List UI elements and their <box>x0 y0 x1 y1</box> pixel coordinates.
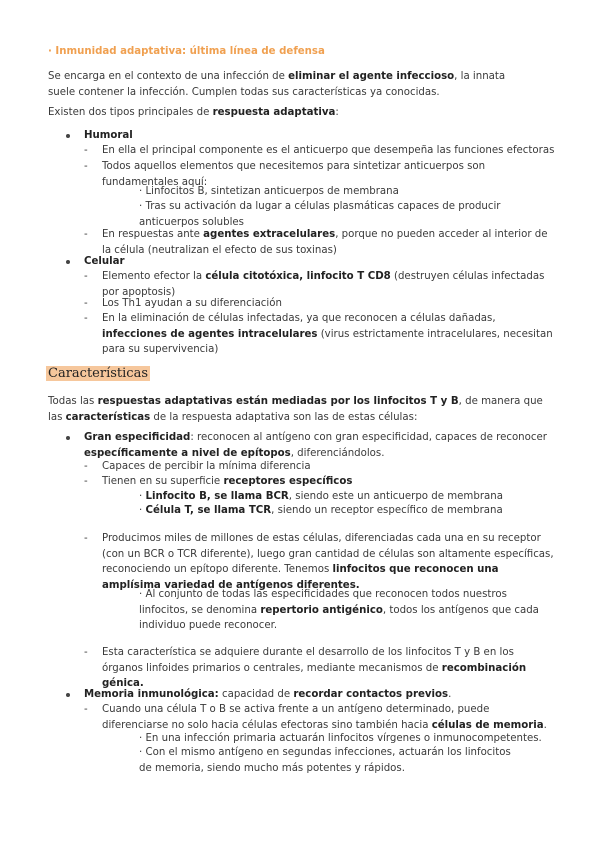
text-run: : reconocen al antígeno con gran especificidad, capaces de reconocer <box>190 432 547 443</box>
bold-text: receptores específicos <box>223 476 353 487</box>
text-run: , la innata suele contener la infección. Cumplen todas sus características ya conocidas. <box>48 71 506 98</box>
text-run: Se encarga en el contexto de una infección de <box>48 71 289 82</box>
dash: - <box>84 533 88 544</box>
especificidad-item-3 <box>102 531 557 593</box>
bold-text: respuesta adaptativa <box>212 107 336 118</box>
text-run: Tienen en su superficie <box>102 476 224 487</box>
text-run: , siendo este un anticuerpo de membrana <box>288 491 503 502</box>
especificidad-sub-2 <box>139 503 559 519</box>
text-run: Elemento efector la <box>102 271 206 282</box>
text-run: · <box>139 505 146 516</box>
types-paragraph <box>48 105 528 121</box>
dash: - <box>84 145 88 156</box>
bold-text: repertorio antigénico <box>260 604 383 616</box>
bold-text: células de memoria <box>431 719 544 731</box>
dash: - <box>84 704 88 715</box>
humoral-sub-2: · Tras su activación da lugar a células plasmáticas capaces de producir anticuerpos solubles <box>139 201 501 228</box>
text-run: , diferenciándolos. <box>290 447 385 459</box>
bullet-dot <box>66 134 70 138</box>
bold-text: Linfocito B, se llama BCR <box>145 491 289 502</box>
bold-text: agentes extracelulares <box>203 229 336 240</box>
memoria-sub-2: · Con el mismo antígeno en segundas infecciones, actuarán los linfocitos de memoria, siendo mucho más potentes y rápidos. <box>139 747 511 774</box>
humoral-item-2: Todos aquellos elementos que necesitemos para sintetizar anticuerpos son fundamentales aquí: <box>102 161 486 188</box>
text-run: En respuestas ante <box>102 229 204 240</box>
text-run: , todos los antígenos que cada individuo puede reconocer. <box>139 604 539 631</box>
text-run: Esta característica se adquiere durante el desarrollo de los linfocitos T y B en los órganos linfoides primarios o centrales, mediante mecanismos de <box>102 647 514 674</box>
bold-text: célula citotóxica, linfocito T CD8 <box>205 271 391 282</box>
dash: - <box>84 313 88 324</box>
bold-text: recombinación génica. <box>102 662 527 689</box>
bold-text: recordar contactos previos <box>293 689 449 700</box>
text-run: . <box>448 689 452 700</box>
bold-text: infecciones de agentes intracelulares <box>102 328 318 340</box>
text-run: . <box>543 719 547 731</box>
humoral-sub-1: · Linfocitos B, sintetizan anticuerpos de membrana <box>139 186 399 197</box>
dash: - <box>84 298 88 309</box>
bold-text: respuestas adaptativas están mediadas por los linfocitos T y B <box>97 396 459 407</box>
especificidad-item-4 <box>102 645 557 692</box>
text-run: · <box>139 491 146 502</box>
celular-item-3 <box>102 311 557 358</box>
text-run: (destruyen células infectadas por apoptosis) <box>102 271 545 298</box>
celular-label: Celular <box>84 256 125 267</box>
memoria-item-1 <box>102 702 557 733</box>
bullet-dot <box>66 260 70 264</box>
text-run: , porque no pueden acceder al interior de la célula (neutralizan el efecto de sus toxinas) <box>102 229 548 256</box>
dash: - <box>84 271 88 282</box>
dash: - <box>84 161 88 172</box>
especificidad-paragraph <box>84 430 554 461</box>
dash: - <box>84 476 88 487</box>
bold-text: características <box>65 411 151 423</box>
bold-text: Memoria inmunológica: <box>84 689 219 700</box>
especificidad-item-1: Capaces de percibir la mínima diferencia <box>102 461 311 472</box>
especificidad-item-2 <box>102 474 552 490</box>
text-run: de la respuesta adaptativa son las de estas células: <box>150 411 418 423</box>
bullet-dot <box>66 693 70 697</box>
text-run: En la eliminación de células infectadas, ya que reconocen a células dañadas, <box>102 313 496 324</box>
bullet-dot <box>66 436 70 440</box>
text-run: · Al conjunto de todas las especificidades que reconocen todos nuestros linfocitos, se denomina <box>139 589 507 616</box>
humoral-label: Humoral <box>84 130 133 141</box>
text-run: Existen dos tipos principales de <box>48 107 213 118</box>
celular-item-2: Los Th1 ayudan a su diferenciación <box>102 298 282 309</box>
bold-text: específicamente a nivel de epítopos <box>84 447 291 459</box>
text-run: , de manera que las <box>48 396 543 423</box>
humoral-item-1: En ella el principal componente es el anticuerpo que desempeña las funciones efectoras <box>102 145 555 156</box>
text-run: capacidad de <box>218 689 294 700</box>
dash: - <box>84 647 88 658</box>
bold-text: eliminar el agente infeccioso <box>288 71 455 82</box>
memoria-sub-1: · En una infección primaria actuarán linfocitos vírgenes o inmunocompetentes. <box>139 733 542 744</box>
page-title: · Inmunidad adaptativa: última línea de defensa <box>48 46 325 57</box>
bold-text: Célula T, se llama TCR <box>145 505 272 516</box>
dash: - <box>84 229 88 240</box>
text-run: Producimos miles de millones de estas células, diferenciadas cada una en su receptor (con un BCR o TCR diferente), luego gran cantidad de células son altamente específicas, reconociendo un epítopo diferente. Tenemos <box>102 533 554 575</box>
bold-text: linfocitos que reconocen una amplísima variedad de antígenos diferentes. <box>102 564 499 591</box>
intro-paragraph <box>48 69 518 100</box>
dash: - <box>84 461 88 472</box>
text-run: , siendo un receptor específico de membrana <box>271 505 503 516</box>
text-run: Todas las <box>48 396 98 407</box>
text-run: : <box>335 107 339 118</box>
humoral-item-3 <box>102 227 552 258</box>
especificidad-sub-3 <box>139 587 554 634</box>
section-intro <box>48 394 548 425</box>
text-run: Cuando una célula T o B se activa frente a un antígeno determinado, puede diferenciarse no solo hacia células efectoras sino también hacia <box>102 704 490 731</box>
text-run: (virus estrictamente intracelulares, necesitan para su supervivencia) <box>102 328 553 355</box>
section-title: Características <box>48 366 148 381</box>
memoria-paragraph <box>84 687 554 703</box>
bold-text: Gran especificidad <box>84 432 191 443</box>
